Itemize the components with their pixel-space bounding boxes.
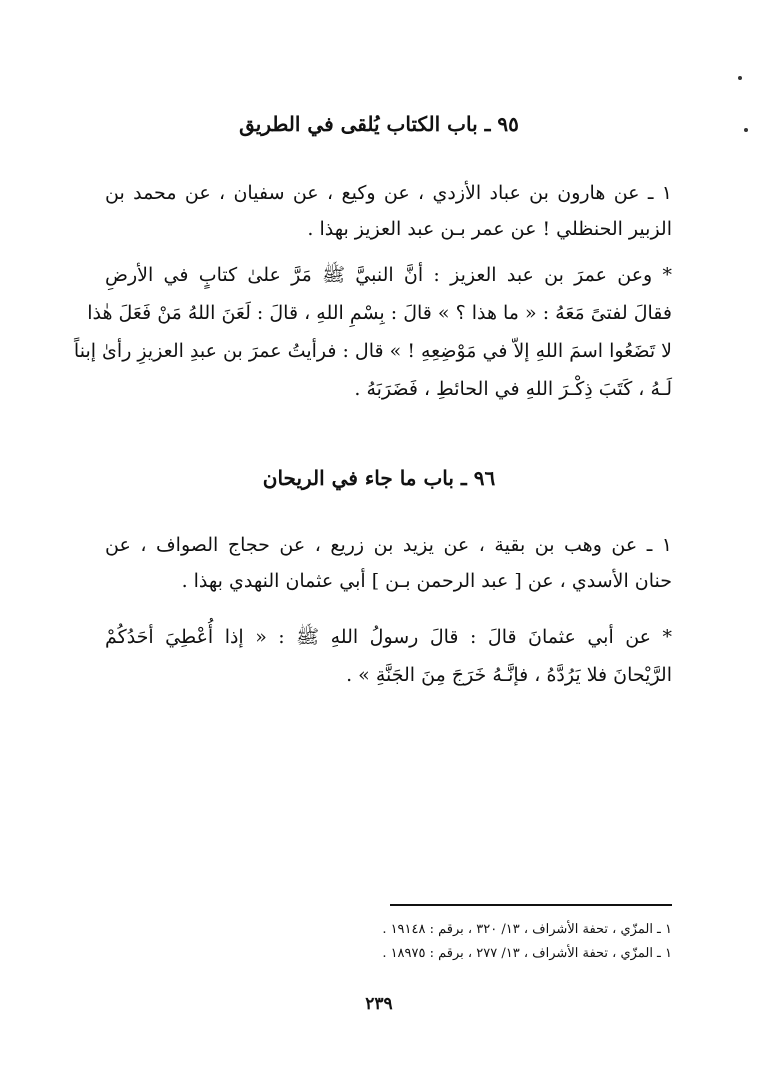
text-line: فقالَ لفتىً مَعَهُ : « ما هذا ؟ » قالَ : بِسْمِ اللهِ ، قالَ : لَعَنَ اللهُ مَنْ فَعَلَ هٰذا xyxy=(87,302,672,324)
text-line: لَـهُ ، كَتَبَ ذِكْـرَ اللهِ في الحائطِ ، فَضَرَبَهُ . xyxy=(354,378,672,400)
narration-line: ١ ـ عن هارون بن عباد الأزدي ، عن وكيع ، عن سفيان ، عن محمد بن xyxy=(105,182,672,204)
scan-speck xyxy=(738,76,742,80)
text-line: * عن أبي عثمانَ قالَ : قالَ رسولُ اللهِ ﷺ : « إذا أُعْطِيَ أحَدُكُمْ xyxy=(105,626,672,648)
narration-line: الزبير الحنظلي ! عن عمر بـن عبد العزيز بهذا . xyxy=(307,218,672,240)
section-title: ٩٦ ـ باب ما جاء في الريحان xyxy=(262,466,496,490)
text-line: الرَّيْحانَ فلا يَرُدَّهُ ، فإنَّـهُ خَرَجَ مِنَ الجَنَّةِ » . xyxy=(346,664,672,686)
footnote: ١ ـ المزّي ، تحفة الأشراف ، ١٣/ ٢٧٧ ، برقم : ١٨٩٧٥ . xyxy=(382,946,672,961)
narration-line: حنان الأسدي ، عن [ عبد الرحمن بـن ] أبي عثمان النهدي بهذا . xyxy=(181,570,672,592)
footnote-separator xyxy=(390,904,672,906)
text-line: لا تَضَعُوا اسمَ اللهِ إلاّ في مَوْضِعِهِ ! » قال : فرأيتُ عمرَ بن عبدِ العزيزِ رأىٰ إبناً xyxy=(73,340,672,362)
section-title: ٩٥ ـ باب الكتاب يُلقى في الطريق xyxy=(239,112,519,136)
text-line: * وعن عمرَ بن عبد العزيز : أنَّ النبيَّ ﷺ مَرَّ علىٰ كتابٍ في الأرضِ xyxy=(105,264,672,286)
footnote: ١ ـ المزّي ، تحفة الأشراف ، ١٣/ ٣٢٠ ، برقم : ١٩١٤٨ . xyxy=(382,922,672,937)
page-number: ٢٣٩ xyxy=(365,994,393,1014)
narration-line: ١ ـ عن وهب بن بقية ، عن يزيد بن زريع ، عن حجاج الصواف ، عن xyxy=(105,534,672,556)
